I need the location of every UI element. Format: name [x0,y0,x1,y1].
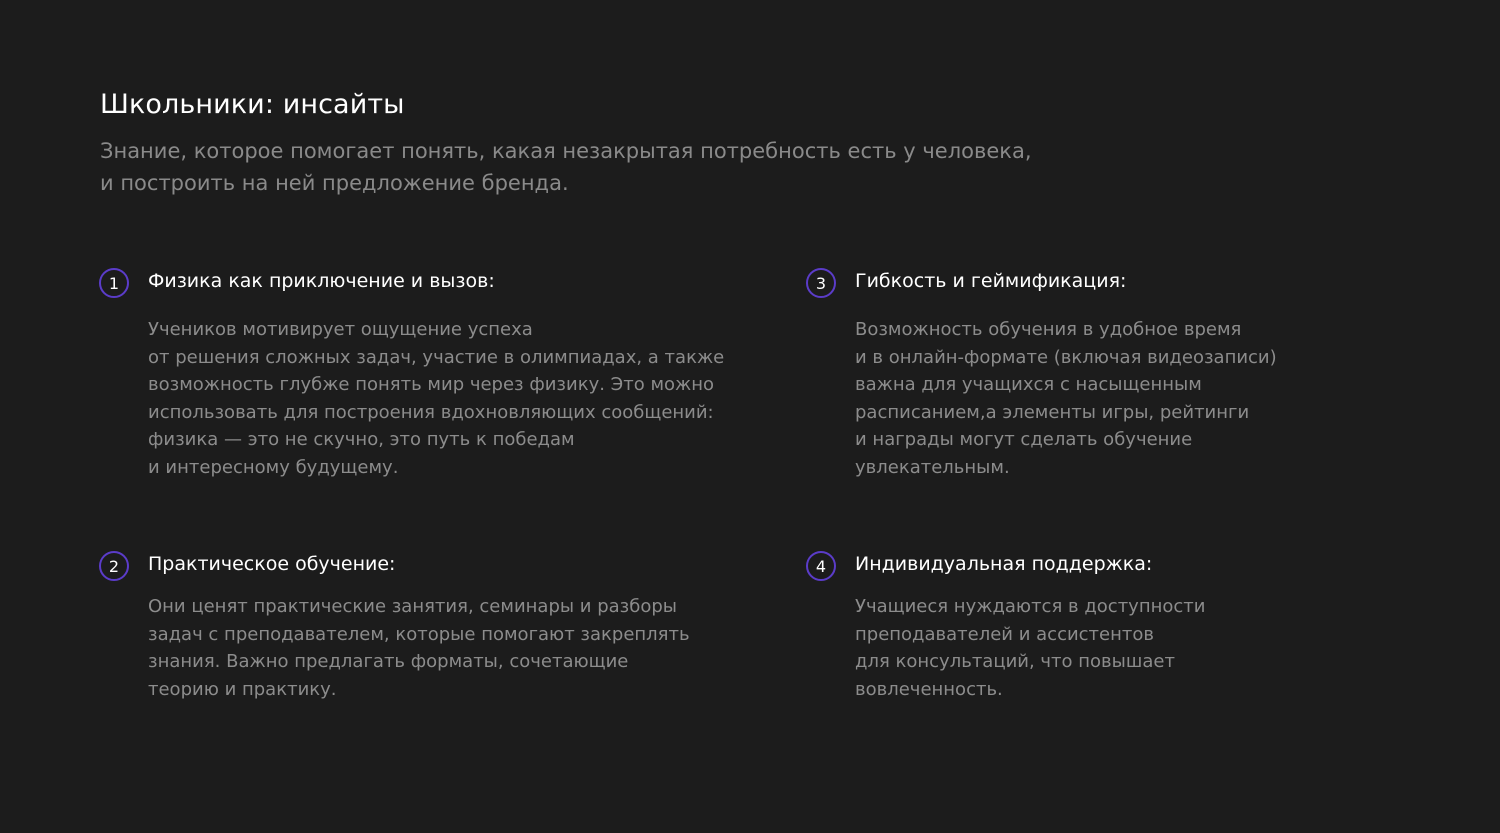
insight-body-line: Возможность обучения в удобное время [855,319,1242,340]
page-title: Школьники: инсайты [100,89,405,121]
insight-body-line: знания. Важно предлагать форматы, сочетающие [148,651,629,672]
insight-body-line: задач с преподавателем, которые помогают закреплять [148,623,690,645]
insight-number-badge: 4 [806,551,836,581]
insight-body-line: расписанием,а элементы игры, рейтинги [855,401,1250,423]
insight-body [148,593,748,703]
insight-body-line: возможность глубже понять мир через физику. Это можно [148,374,715,395]
insight-body-line: и интересному будущему. [148,456,399,478]
insight-title: Гибкость и геймификация: [855,270,1127,292]
insight-number-badge: 2 [99,551,129,581]
insight-body-line: Учеников мотивирует ощущение успеха [148,319,533,340]
insight-body-line: физика — это не скучно, это путь к победам [148,429,575,450]
insight-body-line: вовлеченность. [855,678,1003,700]
subtitle-line: и построить на ней предложение бренда. [100,171,569,195]
insight-body-line: для консультаций, что повышает [855,651,1175,672]
page-subtitle [100,135,1100,199]
insight-body-line: преподавателей и ассистентов [855,623,1154,645]
insight-body-line: использовать для построения вдохновляющих сообщений: [148,401,714,423]
insight-body-line: и в онлайн-формате (включая видеозаписи) [855,346,1277,368]
insight-body-line: Они ценят практические занятия, семинары и разборы [148,596,677,617]
insight-body-line: Учащиеся нуждаются в доступности [855,596,1206,617]
insight-body [148,316,748,481]
insight-body-line: важна для учащихся с насыщенным [855,374,1202,395]
insight-body-line: от решения сложных задач, участие в олимпиадах, а также [148,346,725,368]
subtitle-line: Знание, которое помогает понять, какая незакрытая потребность есть у человека, [100,139,1032,163]
insight-title: Индивидуальная поддержка: [855,553,1153,575]
insight-title: Физика как приключение и вызов: [148,270,495,292]
insight-number-badge: 1 [99,268,129,298]
insight-body-line: теорию и практику. [148,678,337,700]
insight-body [855,593,1455,703]
insight-number-badge: 3 [806,268,836,298]
insight-body-line: увлекательным. [855,456,1010,478]
insight-body-line: и награды могут сделать обучение [855,429,1193,450]
insight-body [855,316,1455,481]
insight-title: Практическое обучение: [148,553,396,575]
